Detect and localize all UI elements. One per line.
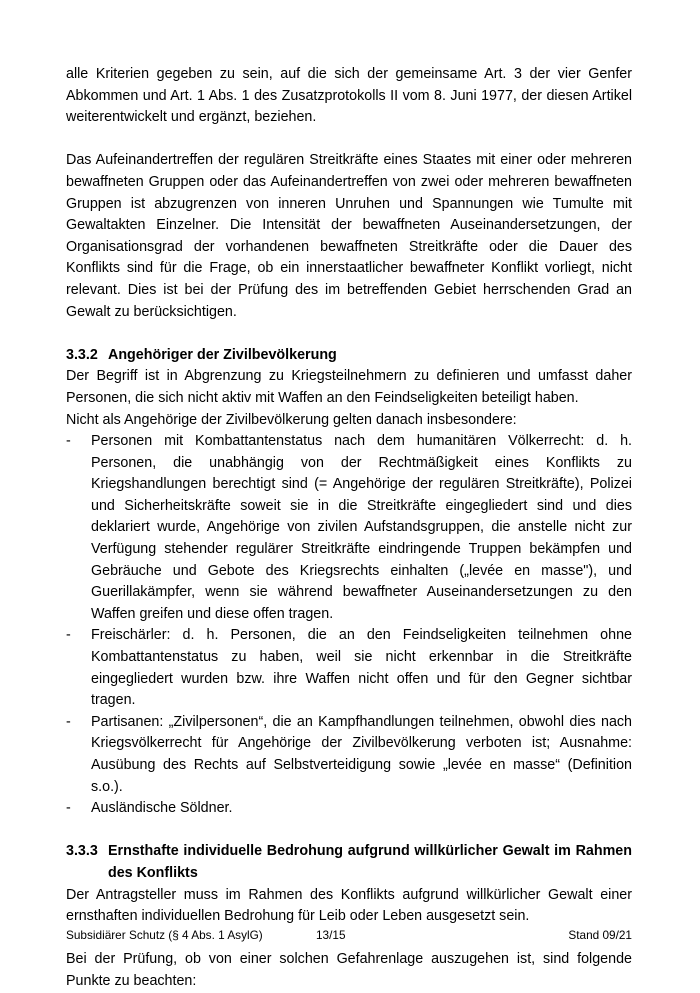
- section-title: Ernsthafte individuelle Bedrohung aufgrund willkürlicher Gewalt im Rahmen des Konflikts: [108, 843, 632, 881]
- body-paragraph: Nicht als Angehörige der Zivilbevölkerung gelten danach insbesondere:: [66, 411, 517, 428]
- dash-bullet: -: [66, 713, 71, 730]
- list-item-text: Freischärler: d. h. Personen, die an den Feindseligkeiten teilnehmen ohne Kombattantenstatus zu haben, weil sie nicht erkennbar in die Streitkräfte eingegliedert wurden bzw. ihre Waffen nicht offen und für den Gegner sichtbar tragen.: [91, 627, 632, 709]
- section-title: Angehöriger der Zivilbevölkerung: [108, 346, 337, 363]
- dash-bullet: -: [66, 800, 71, 817]
- list-item: [66, 798, 632, 820]
- body-paragraph: Der Begriff ist in Abgrenzung zu Kriegsteilnehmern zu definieren und umfasst daher Personen, die sich nicht aktiv mit Waffen an den Feindseligkeiten beteiligt haben.: [66, 368, 632, 406]
- list-item: [66, 431, 632, 625]
- body-paragraph: Bei der Prüfung, ob von einer solchen Gefahrenlage auszugehen ist, sind folgende Punkte zu beachten:: [66, 951, 632, 989]
- list-item-text: Partisanen: „Zivilpersonen“, die an Kampfhandlungen teilnehmen, obwohl dies nach Kriegsvölkerrecht für Angehörige der Zivilbevölkerung verboten ist; Ausnahme: Ausübung des Rechts auf Selbstverteidigung sowie „levée en masse“ (Definition s.o.).: [91, 713, 632, 795]
- page-content: [66, 64, 632, 993]
- body-paragraph: Das Aufeinandertreffen der regulären Streitkräfte eines Staates mit einer oder mehreren bewaffneten Gruppen oder das Aufeinandertreffen von zwei oder mehreren bewaffneten Gruppen ist abzugrenzen von inneren Unruhen und Spannungen wie Tumulte mit Gewaltakten Einzelner. Die Intensität der bewaffneten Auseinandersetzungen, der Organisationsgrad der vorhandenen bewaffneten Streitkräfte oder die Dauer des Konflikts sind für die Frage, ob ein innerstaatlicher bewaffneter Konflikt vorliegt, nicht relevant. Dies ist bei der Prüfung des im betreffenden Gebiet herrschenden Grad an Gewalt zu berücksichtigen.: [66, 152, 632, 320]
- section-heading-3-3-3: [66, 841, 632, 884]
- list-item: [66, 712, 632, 798]
- section-number: 3.3.3: [66, 843, 98, 860]
- section-heading-3-3-2: [66, 345, 632, 367]
- section-number: 3.3.2: [66, 346, 98, 363]
- list-item: [66, 625, 632, 711]
- dash-bullet: -: [66, 627, 71, 644]
- dash-bullet: -: [66, 433, 71, 450]
- dash-list: [66, 431, 632, 820]
- list-item-text: Ausländische Söldner.: [91, 800, 233, 817]
- footer-page-number: 13/15: [316, 928, 346, 942]
- body-paragraph: alle Kriterien gegeben zu sein, auf die sich der gemeinsame Art. 3 der vier Genfer Abkommen und Art. 1 Abs. 1 des Zusatzprotokolls II vom 8. Juni 1977, der diesen Artikel weiterentwickelt und ergänzt, beziehen.: [66, 66, 632, 126]
- footer-version-date: Stand 09/21: [568, 928, 632, 942]
- list-item-text: Personen mit Kombattantenstatus nach dem humanitären Völkerrecht: d. h. Personen, die unabhängig von der Rechtmäßigkeit eines Konflikts zu Kriegshandlungen berechtigt sind (= Angehörige der regulären Streitkräfte), Polizei und Sicherheitskräfte soweit sie in die Streitkräfte eingegliedert sind und dies deklariert wurde, Angehörige von zivilen Aufstandsgruppen, die anstelle nicht zur Verfügung stehender regulärer Streitkräfte eindringende Truppen bekämpfen und Gebräuche und Gebote des Kriegsrechts einhalten („levée en masse"), und Guerillakämpfer, wenn sie während bewaffneter Auseinandersetzungen zu den Waffen greifen und diese offen tragen.: [91, 433, 632, 622]
- body-paragraph: Der Antragsteller muss im Rahmen des Konflikts aufgrund willkürlicher Gewalt einer ernsthaften individuellen Bedrohung für Leib oder Leben ausgesetzt sein.: [66, 886, 632, 925]
- footer-document-title: Subsidiärer Schutz (§ 4 Abs. 1 AsylG): [66, 928, 263, 942]
